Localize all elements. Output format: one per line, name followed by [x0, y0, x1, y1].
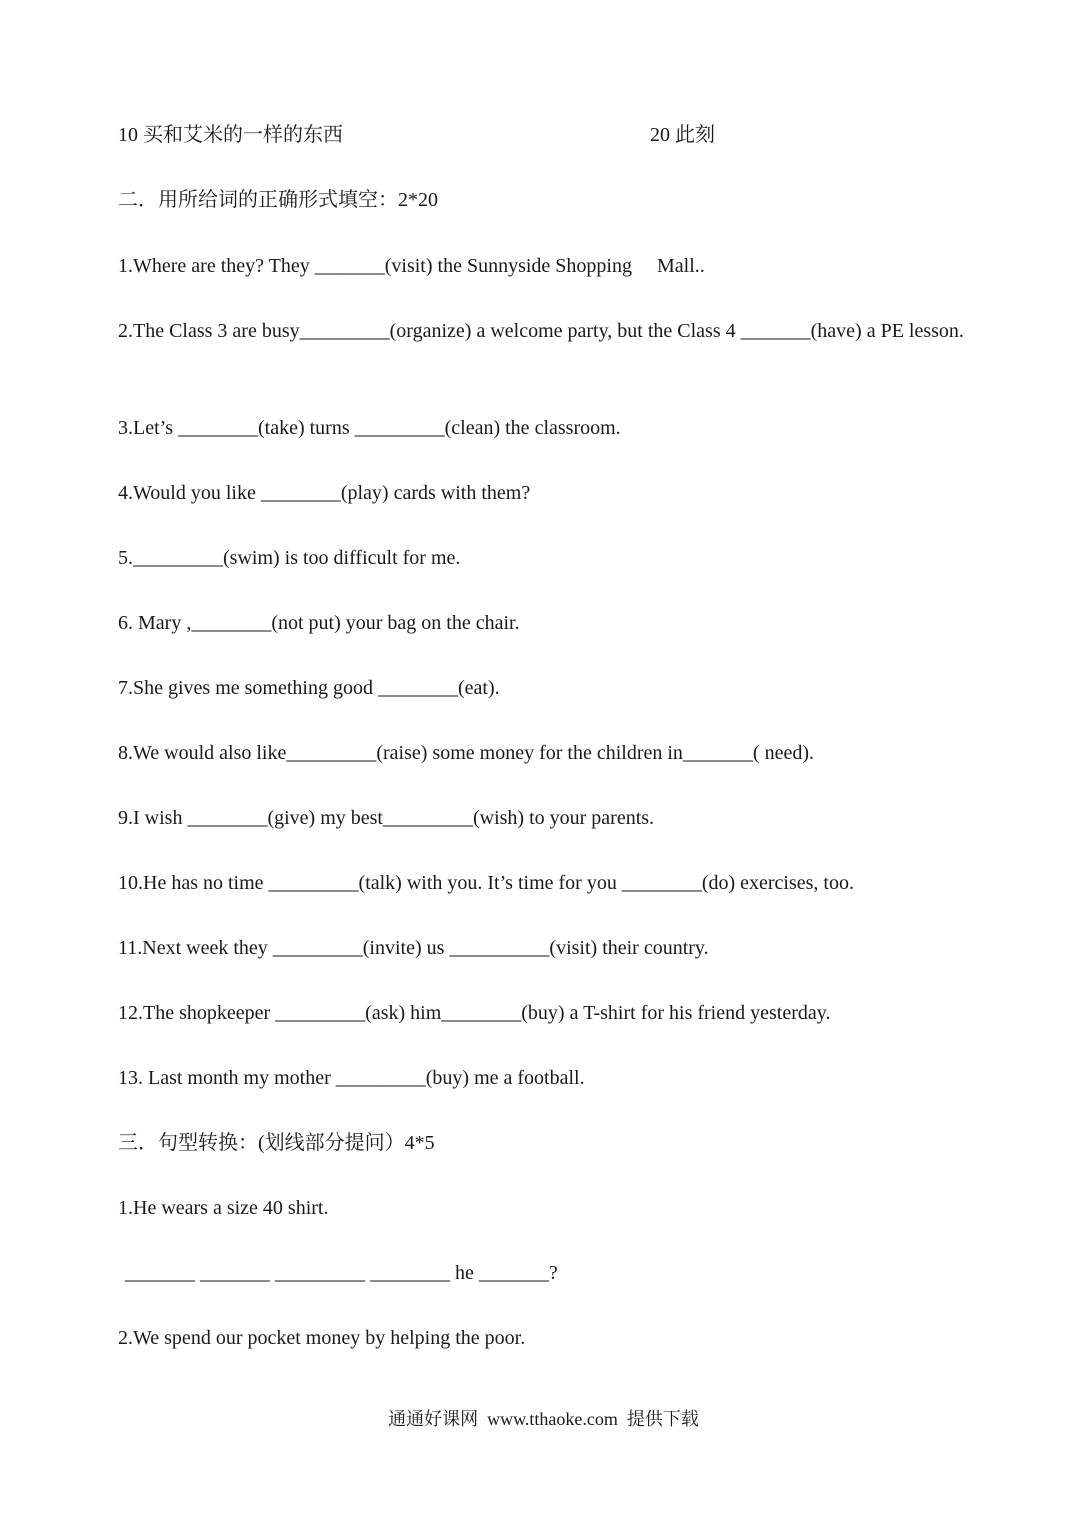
question-2-4: 4.Would you like ________(play) cards with them? — [118, 482, 531, 504]
question-2-7: 7.She gives me something good ________(eat). — [118, 677, 500, 699]
question-2-11: 11.Next week they _________(invite) us __________(visit) their country. — [118, 937, 709, 959]
question-2-8: 8.We would also like_________(raise) some money for the children in_______( need). — [118, 742, 814, 764]
page-footer: 通通好课网 www.tthaoke.com 提供下载 — [388, 1409, 699, 1429]
question-2-12: 12.The shopkeeper _________(ask) him________(buy) a T-shirt for his friend yesterday. — [118, 1002, 831, 1024]
vocab-item-10: 10 买和艾米的一样的东西 — [118, 124, 343, 146]
question-3-1-answer-line: _______ _______ _________ ________ he _______? — [120, 1262, 558, 1284]
question-2-6: 6. Mary ,________(not put) your bag on the chair. — [118, 612, 520, 634]
question-2-1: 1.Where are they? They _______(visit) the Sunnyside Shopping Mall.. — [118, 255, 705, 277]
question-3-1: 1.He wears a size 40 shirt. — [118, 1197, 329, 1219]
question-2-2: 2.The Class 3 are busy_________(organize) a welcome party, but the Class 4 _______(have) a PE lesson. — [118, 320, 964, 342]
question-2-5: 5._________(swim) is too difficult for me. — [118, 547, 461, 569]
question-3-2: 2.We spend our pocket money by helping the poor. — [118, 1327, 526, 1349]
section-3-title: 三．句型转换：(划线部分提问）4*5 — [118, 1132, 435, 1154]
section-2-title: 二．用所给词的正确形式填空：2*20 — [118, 189, 438, 211]
question-2-13: 13. Last month my mother _________(buy) me a football. — [118, 1067, 585, 1089]
vocab-item-20: 20 此刻 — [650, 124, 715, 146]
question-2-10: 10.He has no time _________(talk) with you. It’s time for you ________(do) exercises, too. — [118, 872, 854, 894]
question-2-9: 9.I wish ________(give) my best_________(wish) to your parents. — [118, 807, 655, 829]
question-2-3: 3.Let’s ________(take) turns _________(clean) the classroom. — [118, 417, 621, 439]
